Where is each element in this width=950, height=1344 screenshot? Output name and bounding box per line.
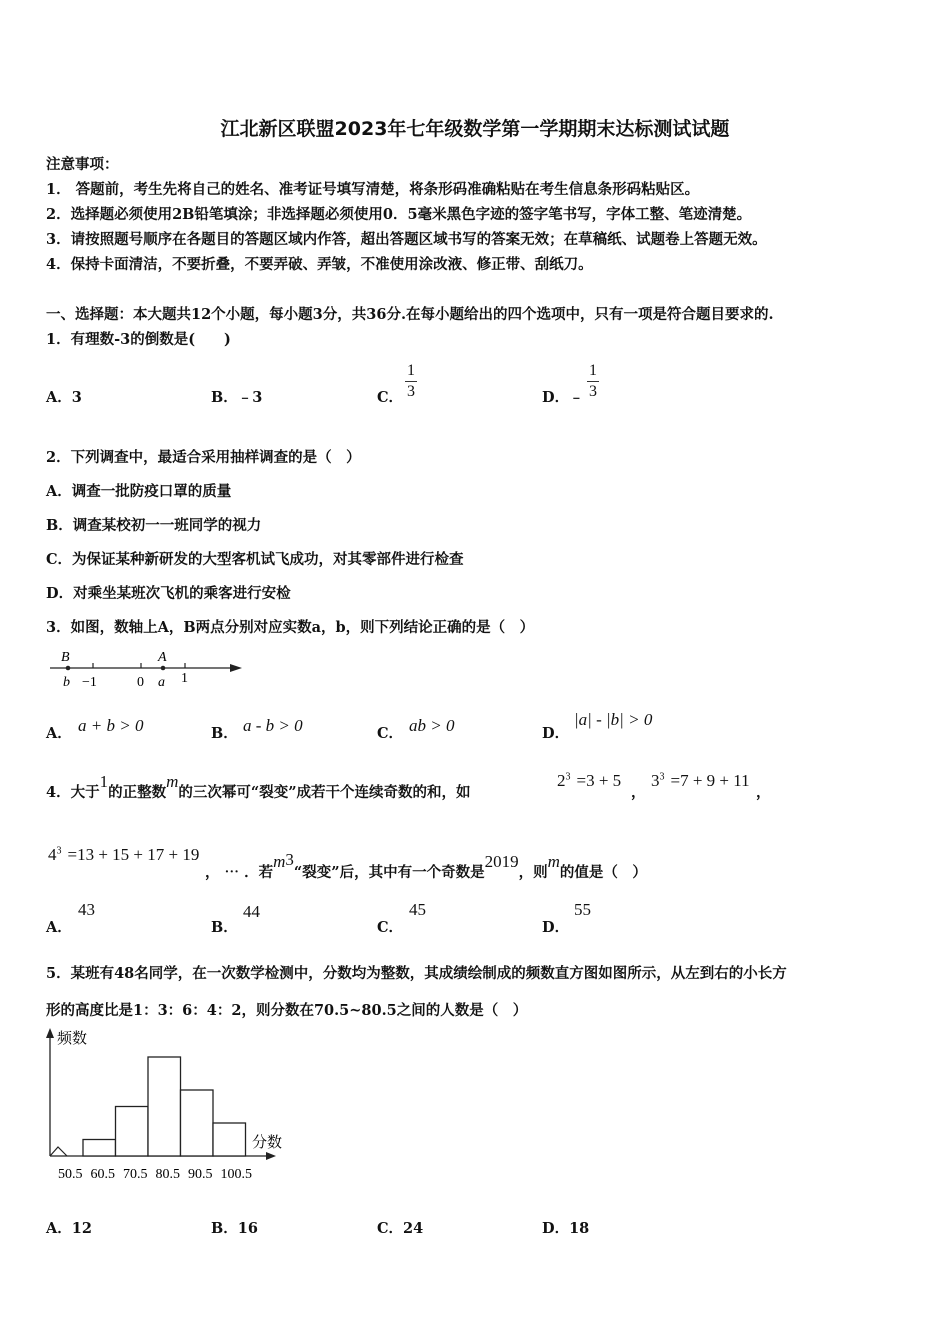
q1-option-c-label: C． [377,389,404,406]
q3-option-b-expr: a - b > 0 [243,716,303,735]
q1-option-b: B．﹣3 [211,389,263,406]
y-axis-arrow [46,1028,54,1038]
q4-option-c-val: 45 [409,900,426,919]
q1-option-a: A．3 [46,389,82,406]
notes-heading: 注意事项： [46,156,119,173]
x-axis-arrow [266,1152,276,1160]
q4-comma-2: ， [756,784,771,801]
q4-example-3: $4^3 =13 + 15 + 17 + 19$ [48,845,200,864]
x-tick-label-6: 100.5 [220,1167,252,1182]
label-A: A [158,650,167,665]
label-b: b [63,675,70,690]
q1-option-c-fraction: $\frac{1}{3}$ [407,362,415,400]
note-item-1: 1． 答题前，考生先将自己的姓名、准考证号填写清楚，将条形码准确粘贴在考生信息条形码粘贴区。 [46,181,700,198]
q4-example-2: $3^3 =7 + 9 + 11$ [651,771,750,790]
section-heading: 一、选择题：本大题共12个小题，每小题3分，共36分.在每小题给出的四个选项中，只有一项是符合题目要求的. [46,306,774,323]
frequency-histogram [40,1026,300,1186]
x-tick-label-4: 80.5 [155,1167,180,1182]
q3-option-d-label: D． [542,725,570,742]
x-tick-label-5: 90.5 [188,1167,213,1182]
q4-line1: 4．大于1的正整数m的三次幂可“裂变”成若干个连续奇数的和，如 [46,772,471,801]
q4-line2: ， ⋯ ．若$m^3“$裂变”后，其中有一个奇数是2019，则m的值是（ ） [205,850,647,881]
point-b-dot [66,666,71,671]
q2-option-b: B．调查某校初一一班同学的视力 [46,517,262,534]
histogram-bar-2 [116,1107,149,1157]
q4-example-1: $2^3 =3 + 5$ [557,771,622,790]
x-axis-label: 分数 [252,1135,283,1151]
q5-option-a: A．12 [46,1220,92,1237]
histogram-bar-3 [148,1057,181,1156]
q4-option-b-val: 44 [243,902,260,921]
q2-option-c: C．为保证某种新研发的大型客机试飞成功，对其零部件进行检查 [46,551,464,568]
q3-option-d-expr: |a| - |b| > 0 [574,710,653,729]
q1-option-d-fraction: $\frac{1}{3}$ [589,362,597,400]
x-tick-label-3: 70.5 [123,1167,148,1182]
q1-option-d-label: D．﹣ [542,389,584,406]
x-tick-label-2: 60.5 [90,1167,115,1182]
q1-stem: 1．有理数-3的倒数是( ) [46,331,231,348]
x-tick-label-1: 50.5 [58,1167,83,1182]
label-B: B [61,650,70,665]
q3-option-a-label: A． [46,725,72,742]
q5-option-d: D．18 [542,1220,590,1237]
q3-option-a-expr: a + b > 0 [78,716,144,735]
number-line-arrow [230,664,242,672]
q5-stem-2: 形的高度比是1：3：6：4：2，则分数在70.5~80.5之间的人数是（ ） [46,1002,528,1019]
q3-option-c-expr: ab > 0 [409,716,455,735]
q3-option-b-label: B． [211,725,238,742]
q5-stem-1: 5．某班有48名同学，在一次数学检测中，分数均为整数，其成绩绘制成的频数直方图如图所示，从左到右的小长方 [46,965,787,982]
q5-option-c: C．24 [377,1220,424,1237]
label-a: a [158,675,165,690]
label-zero: 0 [137,675,144,690]
q2-option-d: D．对乘坐某班次飞机的乘客进行安检 [46,585,291,602]
point-a-dot [161,666,166,671]
histogram-bar-4 [181,1090,214,1156]
q4-option-a-val: 43 [78,900,95,919]
y-axis-label: 频数 [57,1031,88,1047]
q3-option-c-label: C． [377,725,404,742]
q4-option-b-label: B． [211,919,238,936]
note-item-3: 3．请按照题号顺序在各题目的答题区域内作答，超出答题区域书写的答案无效；在草稿纸、试题卷上答题无效。 [46,231,767,248]
note-item-2: 2．选择题必须使用2B铅笔填涂；非选择题必须使用0．5毫米黑色字迹的签字笔书写，字体工整、笔迹清楚。 [46,206,752,223]
page-title: 江北新区联盟2023年七年级数学第一学期期末达标测试试题 [220,118,730,140]
histogram-bar-5 [213,1123,246,1156]
q4-option-a-label: A． [46,919,72,936]
q2-stem: 2．下列调查中，最适合采用抽样调查的是（ ） [46,449,361,466]
q3-stem: 3．如图，数轴上A，B两点分别对应实数a，b，则下列结论正确的是（ ） [46,619,535,636]
q5-option-b: B．16 [211,1220,258,1237]
histogram-bar-1 [83,1140,116,1157]
label-one: 1 [181,671,188,686]
q2-option-a: A．调查一批防疫口罩的质量 [46,483,232,500]
q4-comma: ， [631,784,646,801]
q4-option-c-label: C． [377,919,404,936]
number-line [46,645,246,693]
q4-option-d-label: D． [542,919,570,936]
axis-break-mark [50,1147,67,1156]
q4-option-d-val: 55 [574,900,591,919]
label-neg1: −1 [82,675,97,690]
note-item-4: 4．保持卡面清洁，不要折叠，不要弄破、弄皱，不准使用涂改液、修正带、刮纸刀。 [46,256,593,273]
